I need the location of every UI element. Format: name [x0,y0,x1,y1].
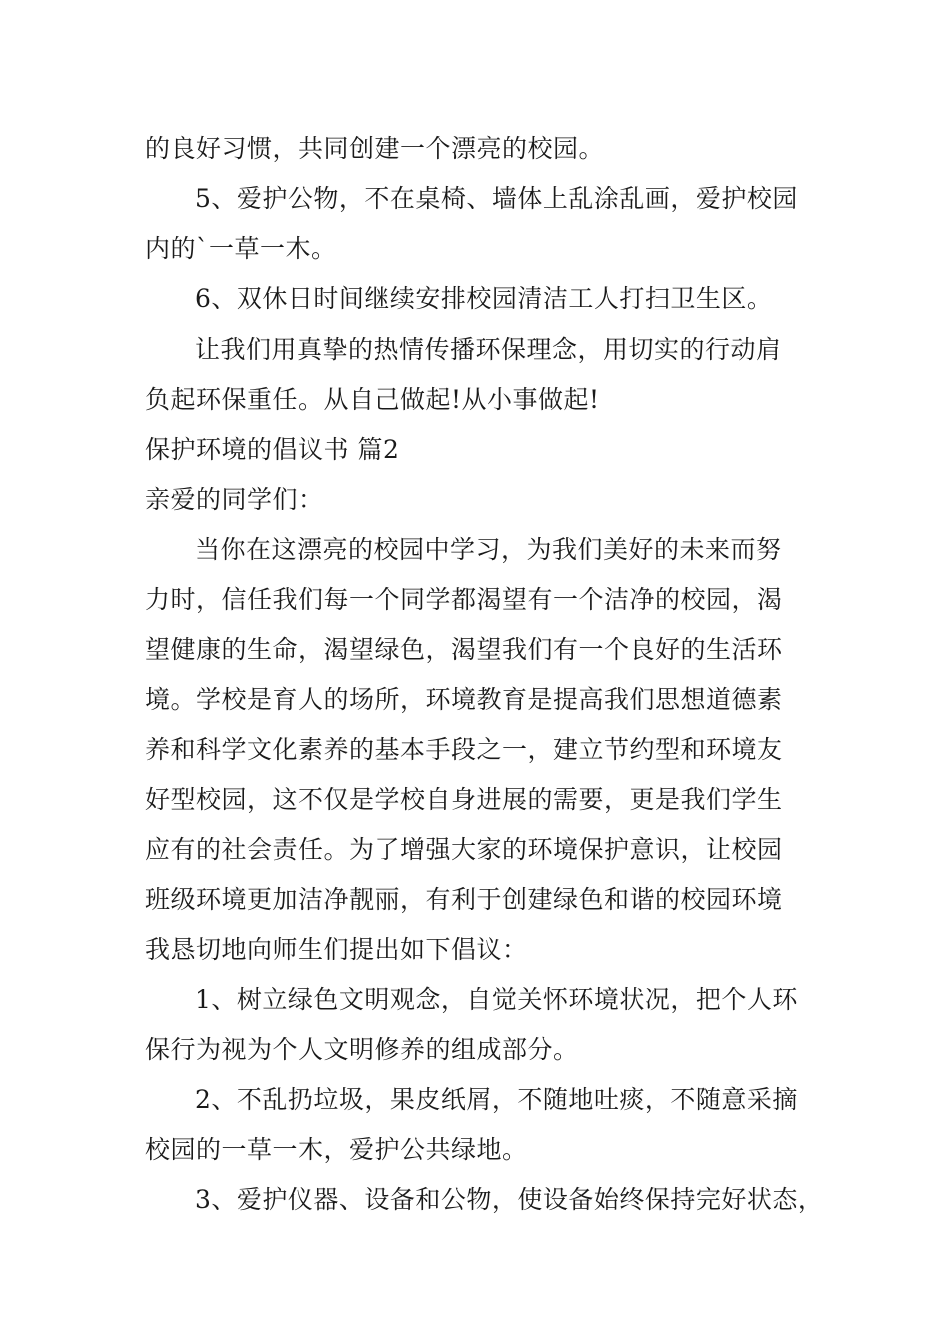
list-item: 2、不乱扔垃圾，果皮纸屑，不随地吐痰，不随意采摘 [195,1085,798,1114]
text-line: 班级环境更加洁净靓丽，有利于创建绿色和谐的校园环境 [145,885,783,914]
list-item: 1、树立绿色文明观念，自觉关怀环境状况，把个人环 [195,985,798,1014]
text-line: 校园的一草一木，爱护公共绿地。 [145,1135,528,1164]
text-line: 望健康的生命，渴望绿色，渴望我们有一个良好的生活环 [145,635,783,664]
text-line: 负起环保重任。从自己做起!从小事做起! [145,385,600,414]
text-line: 当你在这漂亮的校园中学习，为我们美好的未来而努 [195,535,782,564]
text-line: 6、双休日时间继续安排校园清洁工人打扫卫生区。 [195,284,773,313]
section-heading: 保护环境的倡议书 篇2 [145,435,400,464]
text-line: 保行为视为个人文明修养的组成部分。 [145,1035,579,1064]
text-line: 5、爱护公物，不在桌椅、墙体上乱涂乱画，爱护校园 [195,184,798,213]
text-line: 的良好习惯，共同创建一个漂亮的校园。 [145,134,605,163]
salutation: 亲爱的同学们： [145,485,324,514]
text-line: 内的`一草一木。 [145,234,337,263]
text-line: 我恳切地向师生们提出如下倡议： [145,935,528,964]
text-line: 养和科学文化素养的基本手段之一，建立节约型和环境友 [145,735,783,764]
text-line: 让我们用真挚的热情传播环保理念，用切实的行动肩 [195,335,782,364]
text-line: 力时，信任我们每一个同学都渴望有一个洁净的校园，渴 [145,585,783,614]
text-line: 好型校园，这不仅是学校自身进展的需要，更是我们学生 [145,785,783,814]
text-line: 应有的社会责任。为了增强大家的环境保护意识，让校园 [145,835,783,864]
text-line: 境。学校是育人的场所，环境教育是提高我们思想道德素 [145,685,783,714]
list-item: 3、爱护仪器、设备和公物，使设备始终保持完好状态， [195,1185,824,1214]
